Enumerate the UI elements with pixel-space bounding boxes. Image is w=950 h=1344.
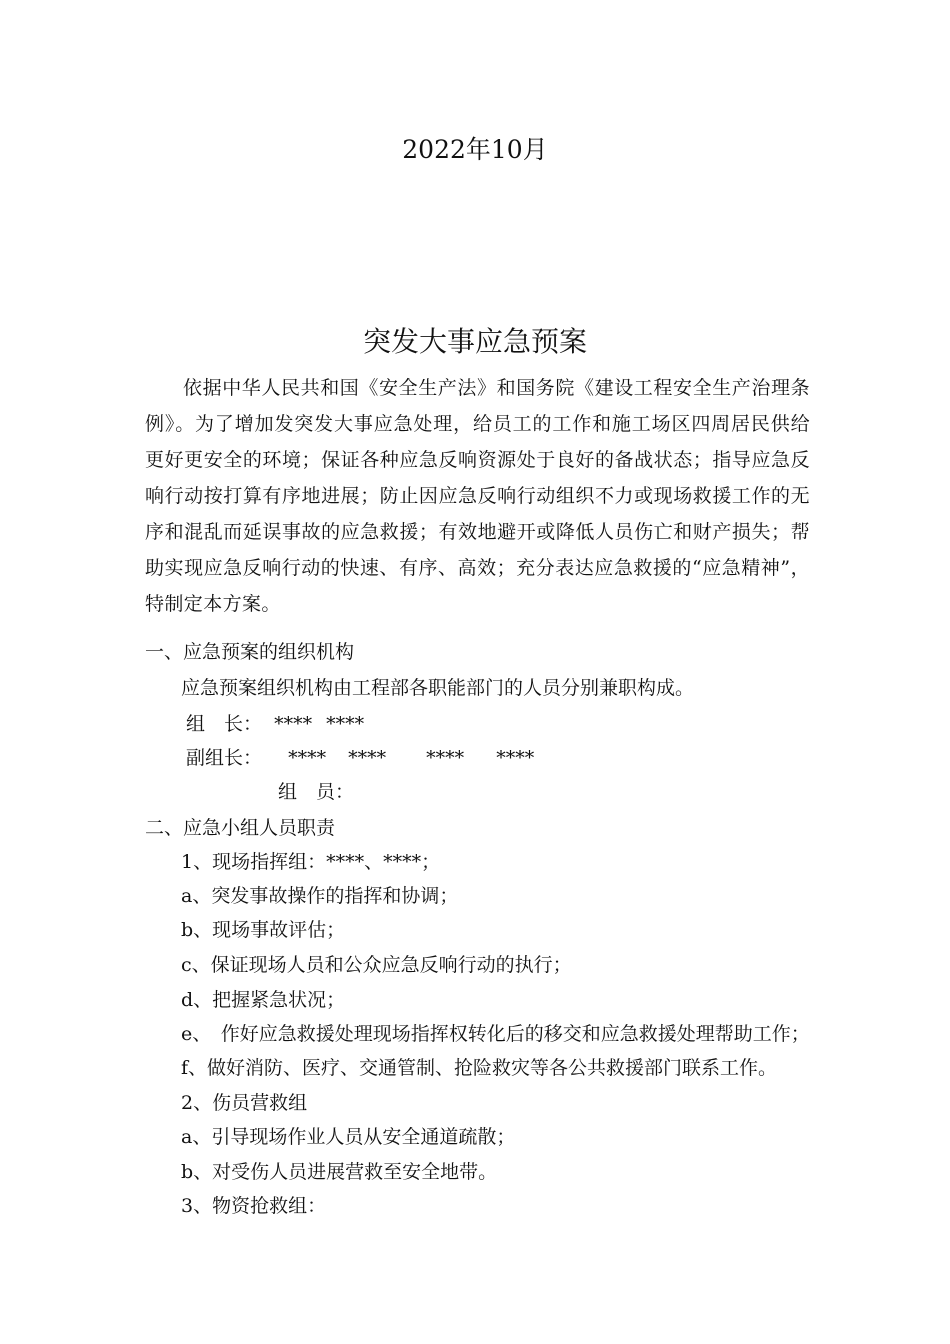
cover-date: 2022年10月 xyxy=(402,135,548,164)
group1-item: a、突发事故操作的指挥和协调； xyxy=(181,885,459,907)
group1-item: e、 作好应急救援处理现场指挥权转化后的移交和应急救援处理帮助工作； xyxy=(181,1023,810,1045)
group1-item: d、把握紧急状况； xyxy=(181,989,346,1011)
group3-title: 3、物资抢救组： xyxy=(181,1195,327,1217)
group1-item: f、做好消防、医疗、交通管制、抢险救灾等各公共救援部门联系工作。 xyxy=(181,1057,778,1079)
deputy-name: **** xyxy=(348,747,387,769)
deputy-label: 副组长： xyxy=(186,747,263,769)
member-label: 组 员： xyxy=(278,781,355,803)
document-title: 突发大事应急预案 xyxy=(362,325,587,358)
section1-text: 应急预案组织机构由工程部各职能部门的人员分别兼职构成。 xyxy=(181,677,695,699)
leader-name: **** xyxy=(274,713,313,735)
group2-title: 2、伤员营救组 xyxy=(181,1092,308,1114)
deputy-row xyxy=(186,743,534,770)
leader-row xyxy=(186,709,364,736)
section2-heading: 二、应急小组人员职责 xyxy=(145,817,336,839)
leader-label: 组 长： xyxy=(186,713,263,735)
deputy-name: **** xyxy=(496,747,535,769)
intro-paragraph: 依据中华人民共和国《安全生产法》和国务院《建设工程安全生产治理条例》。为了增加发突发大事应急处理，给员工的工作和施工场区四周居民供给更好更安全的环境；保证各种应急反响资源处于良好的备战状态；指导应急反响行动按打算有序地进展；防止因应急反响行动组织不力或现场救援工作的无序和混乱而延误事故的应急救援；有效地避开或降低人员伤亡和财产损失；帮助实现应急反响行动的快速、有序、高效；充分表达应急救援的“应急精神”，特制定本方案。 xyxy=(145,377,810,615)
group2-item: a、引导现场作业人员从安全通道疏散； xyxy=(181,1126,516,1148)
section1-heading: 一、应急预案的组织机构 xyxy=(145,641,355,663)
group1-item: c、保证现场人员和公众应急反响行动的执行； xyxy=(181,954,572,976)
deputy-name: **** xyxy=(288,747,327,769)
intro-block xyxy=(145,370,810,622)
group1-title: 1、现场指挥组：****、****； xyxy=(181,851,441,873)
deputy-name: **** xyxy=(426,747,465,769)
leader-name: **** xyxy=(326,713,365,735)
group1-item: b、现场事故评估； xyxy=(181,919,346,941)
group2-item: b、对受伤人员进展营救至安全地带。 xyxy=(181,1161,498,1183)
